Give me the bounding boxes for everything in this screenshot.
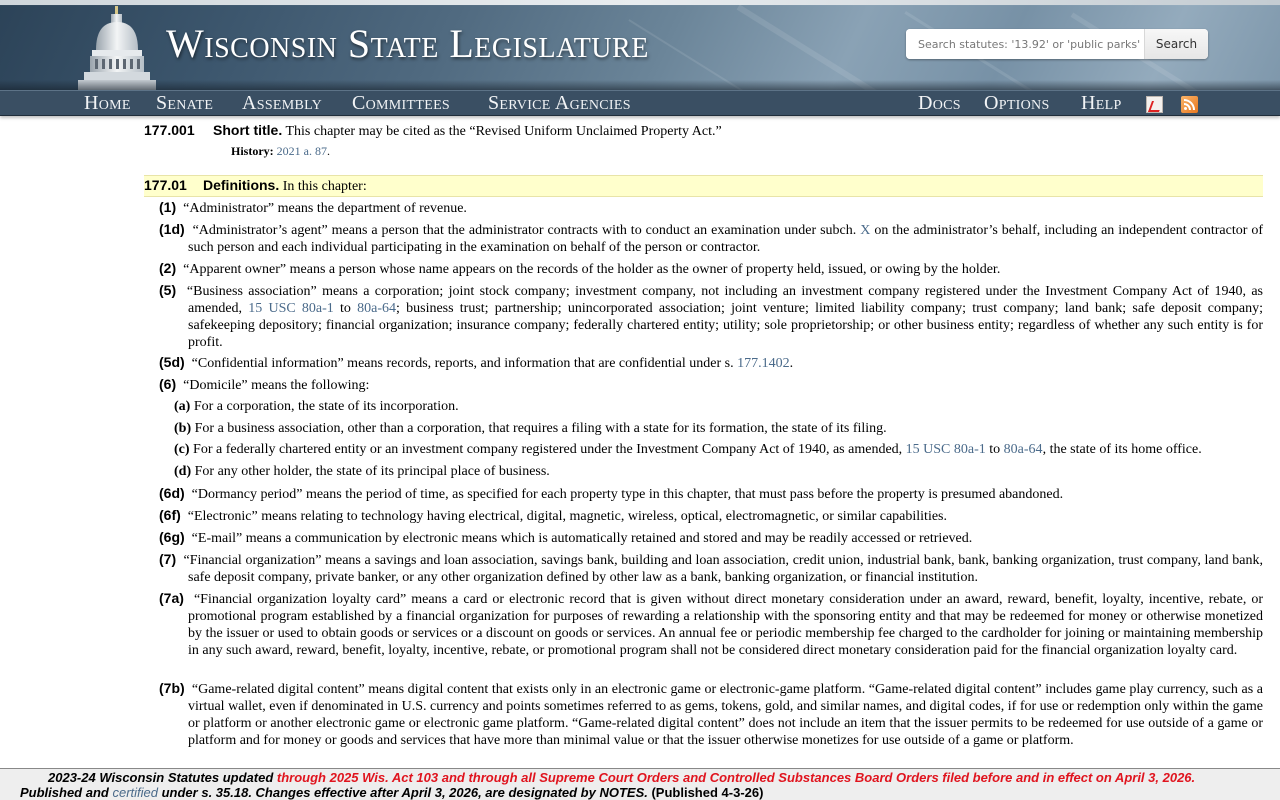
subsection-6f xyxy=(159,507,1263,525)
paragraph-text: For a corporation, the state of its incorporation. xyxy=(193,399,459,414)
paragraph-6b xyxy=(174,420,1263,437)
footer-line-2 xyxy=(20,785,763,800)
subsection-text: “Financial organization loyalty card” means a card or electronic record that is given without direct monetary consideration under an award, reward, benefit, loyalty, incentive, rebate, or promotional program established by a financial organization for purposes of rewarding a relationship with the sponsoring entity and that may be redeemed for money or otherwise monetized by the issuer or used to obtain goods or services or a discount on goods or services. An annual fee or periodic membership fee charged to the cardholder for joining or maintaining membership in any such award, reward, benefit, loyalty, incentive, rebate, or promotional program shall not be considered direct monetary consideration paid for the financial organization loyalty card. xyxy=(188,592,1264,658)
section-177-001 xyxy=(144,121,1263,141)
nav-committees[interactable]: Committees xyxy=(352,92,451,114)
paragraph-text: For a business association, other than a corporation, that requires a filing with a state for its formation, the state of its filing. xyxy=(194,421,887,436)
section-text: In this chapter: xyxy=(279,179,367,194)
footer-update-notice: through 2025 Wis. Act 103 and through all Supreme Court Orders and Controlled Substances Board Orders filed before and in effect on April 3, 2026. xyxy=(276,770,1196,785)
search-button[interactable]: Search xyxy=(1144,29,1208,59)
footer-text: Published and xyxy=(20,785,113,800)
subsection-text: “Domicile” means the following: xyxy=(183,378,370,393)
statute-link[interactable]: 177.1402 xyxy=(737,356,790,371)
paragraph-6c xyxy=(174,441,1263,458)
nav-docs[interactable]: Docs xyxy=(918,92,961,114)
subsection-7b xyxy=(159,680,1264,749)
subsection-text: “Dormancy period” means the period of time, as specified for each property type in this chapter, that must pass before the property is presumed abandoned. xyxy=(191,487,1064,502)
section-number[interactable]: 177.01 xyxy=(144,177,187,193)
pdf-icon[interactable] xyxy=(1146,96,1163,113)
header-top-strip xyxy=(0,0,1280,5)
statute-search-form xyxy=(906,29,1208,59)
rss-icon[interactable] xyxy=(1181,96,1198,113)
section-title: Definitions. xyxy=(203,177,280,193)
section-text: This chapter may be cited as the “Revised Uniform Unclaimed Property Act.” xyxy=(282,124,722,139)
subsection-1 xyxy=(159,199,1263,217)
site-header xyxy=(0,0,1280,90)
subsection-number[interactable]: (7) xyxy=(159,551,177,567)
publication-footer xyxy=(0,768,1280,800)
subsection-text: “Apparent owner” means a person whose name appears on the records of the holder as the owner of property held, issued, or owing by the holder. xyxy=(183,262,1001,277)
subsection-number[interactable]: (6d) xyxy=(159,485,185,501)
subsection-number[interactable]: (2) xyxy=(159,260,177,276)
site-title[interactable]: Wisconsin State Legislature xyxy=(166,21,649,66)
subsection-text: “E-mail” means a communication by electronic means which is automatically retained and stored and may be readily accessed or retrieved. xyxy=(191,531,973,546)
certified-link[interactable]: certified xyxy=(112,785,158,800)
paragraph-text: to xyxy=(985,442,1004,457)
subsection-7 xyxy=(159,551,1264,586)
history-link[interactable]: 2021 a. 87 xyxy=(276,144,327,158)
subsection-number[interactable]: (1) xyxy=(159,199,177,215)
subsection-text: “Administrator” means the department of revenue. xyxy=(183,201,467,216)
subsection-text: . xyxy=(789,356,794,371)
statute-content xyxy=(0,117,1280,768)
footer-line-1 xyxy=(48,770,1195,785)
nav-assembly[interactable]: Assembly xyxy=(242,92,323,114)
subsection-text: ; business trust; partnership; unincorporated association; joint venture; limited liability company; trust company; land bank; safe deposit company; safekeeping depository; financial organization; insurance company; federally chartered entity; utility; sole proprietorship; or other business entity; regardless of whether any such entity is for profit. xyxy=(188,301,1263,350)
subsection-6g xyxy=(159,529,1263,547)
history-label: History: xyxy=(231,144,274,158)
subsection-5d xyxy=(159,354,1263,372)
subsection-text: “Electronic” means relating to technology having electrical, digital, magnetic, wireless, optical, electromagnetic, or similar capabilities. xyxy=(187,509,947,524)
paragraph-6d xyxy=(174,463,1263,480)
section-number[interactable]: 177.001 xyxy=(144,122,195,138)
paragraph-text: , the state of its home office. xyxy=(1042,442,1202,457)
paragraph-letter[interactable]: (d) xyxy=(174,464,192,479)
subsection-text: “Confidential information” means records, reports, and information that are confidential under s. xyxy=(191,356,738,371)
paragraph-text: For a federally chartered entity or an investment company registered under the Investment Company Act of 1940, as amended, xyxy=(193,442,906,457)
subsection-7a xyxy=(159,590,1264,659)
subsection-2 xyxy=(159,260,1263,278)
history-period: . xyxy=(326,144,330,158)
subsection-text: “Administrator’s agent” means a person that the administrator contracts with to conduct an examination under subch. xyxy=(192,223,861,238)
paragraph-6a xyxy=(174,398,1263,415)
paragraph-letter[interactable]: (b) xyxy=(174,421,192,436)
subsection-number[interactable]: (7a) xyxy=(159,590,184,606)
nav-home[interactable]: Home xyxy=(84,92,131,114)
subsection-number[interactable]: (1d) xyxy=(159,221,185,237)
published-date: (Published 4-3-26) xyxy=(647,785,764,800)
nav-help[interactable]: Help xyxy=(1081,92,1122,114)
subsection-text: “Business association” means a corporation; joint stock company; investment company, not including an investment company registered under the Investment Company Act of 1940, as amended, xyxy=(186,284,1264,316)
subsection-number[interactable]: (7b) xyxy=(159,680,185,696)
usc-link[interactable]: 15 USC 80a-1 xyxy=(248,301,334,316)
header-shadow xyxy=(0,80,1280,90)
nav-service-agencies[interactable]: Service Agencies xyxy=(488,92,631,114)
subsection-6d xyxy=(159,485,1263,503)
subsection-text: “Financial organization” means a savings and loan association, savings bank, building and loan association, credit union, industrial bank, bank, banking organization, trust company, land bank, safe deposit company, private banker, or any other organization defined by other law as a bank, banking organization, or financial institution. xyxy=(183,553,1264,585)
subchapter-link[interactable]: X xyxy=(860,223,871,238)
subsection-number[interactable]: (6f) xyxy=(159,507,181,523)
subsection-text: to xyxy=(333,301,358,316)
subsection-number[interactable]: (6g) xyxy=(159,529,185,545)
section-history xyxy=(231,143,330,159)
subsection-1d xyxy=(159,221,1264,256)
search-input[interactable] xyxy=(906,29,1144,59)
marble-texture xyxy=(737,4,910,90)
nav-options[interactable]: Options xyxy=(984,92,1050,114)
subsection-text: on the administrator’s behalf, including an independent contractor of such person and each individual participating in the examination on behalf of the person or contractor. xyxy=(188,223,1264,255)
main-nav xyxy=(0,90,1280,116)
subsection-6 xyxy=(159,376,1263,394)
usc-link[interactable]: 15 USC 80a-1 xyxy=(905,442,986,457)
subsection-text: “Game-related digital content” means digital content that exists only in an electronic game or electronic-game platform. “Game-related digital content” includes game play currency, such as a virtual wallet, even if denominated in U.S. currency and points sometimes referred to as gems, tokens, gold, and similar names, and digital codes, if for use or redemption only within the game or platform or another electronic game or electronic game platform. “Game-related digital content” does not include an item that the issuer permits to be redeemed for use outside of a game or platform and for money or goods and services that have more than minimal value or that the issuer otherwise monetizes for use outside of a game or platform. xyxy=(188,682,1264,748)
capitol-dome-logo[interactable] xyxy=(72,6,162,90)
paragraph-text: For any other holder, the state of its principal place of business. xyxy=(194,464,550,479)
subsection-5 xyxy=(159,282,1264,351)
nav-senate[interactable]: Senate xyxy=(156,92,214,114)
section-177-01 xyxy=(144,175,1263,197)
section-title: Short title. xyxy=(213,122,283,138)
footer-text: under s. 35.18. Changes effective after April 3, 2026, are designated by NOTES. xyxy=(158,785,648,800)
paragraph-letter[interactable]: (c) xyxy=(174,442,190,457)
subsection-number[interactable]: (5d) xyxy=(159,354,185,370)
paragraph-letter[interactable]: (a) xyxy=(174,399,191,414)
usc-link[interactable]: 80a-64 xyxy=(1003,442,1043,457)
subsection-number[interactable]: (5) xyxy=(159,282,177,298)
subsection-number[interactable]: (6) xyxy=(159,376,177,392)
footer-text: 2023-24 Wisconsin Statutes updated xyxy=(48,770,277,785)
usc-link[interactable]: 80a-64 xyxy=(357,301,397,316)
